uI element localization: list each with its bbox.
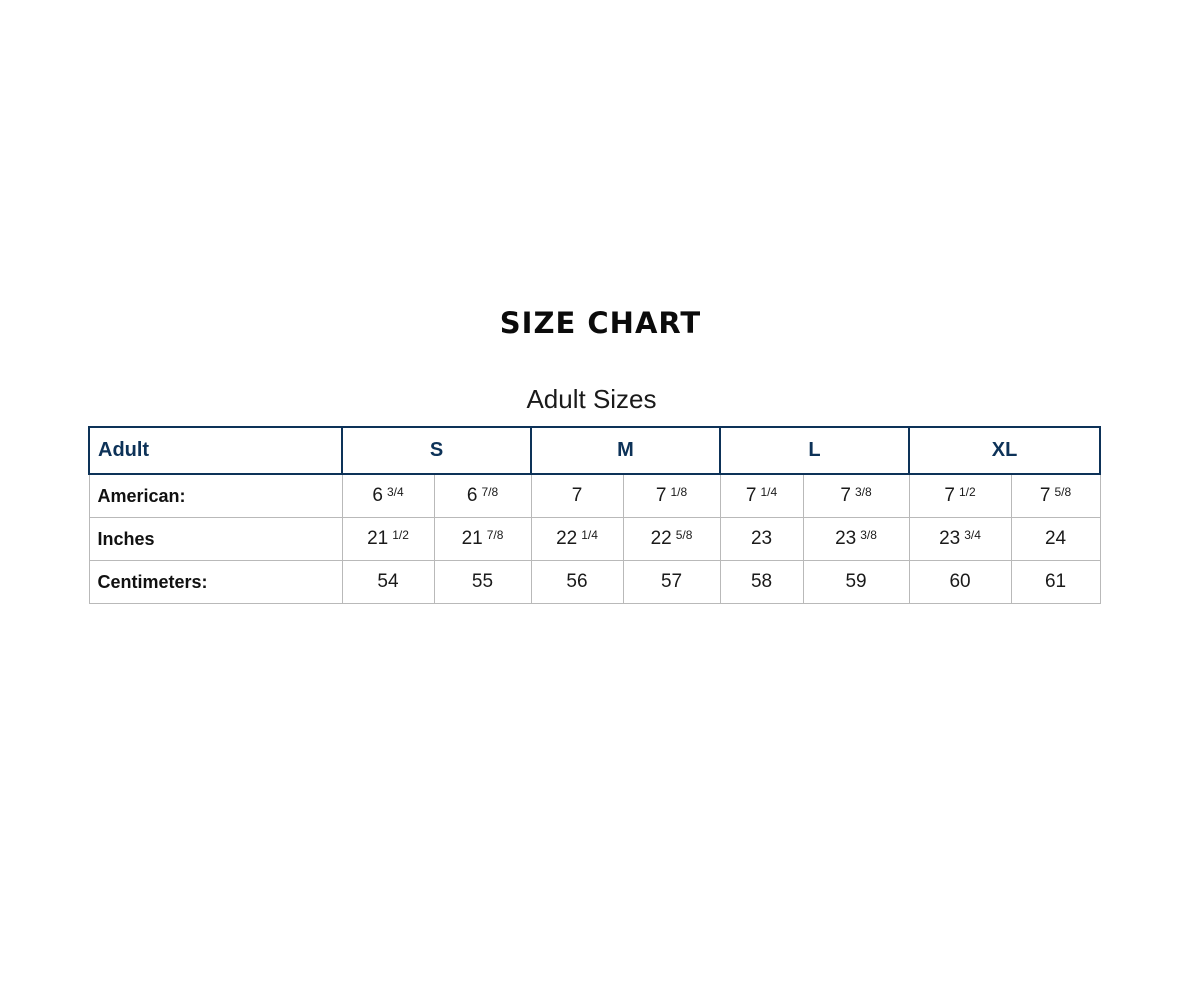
size-cell	[623, 474, 720, 518]
size-cell	[434, 474, 531, 518]
size-cell	[803, 561, 909, 604]
size-fraction: 3/4	[964, 528, 981, 542]
size-whole: 7	[1039, 485, 1051, 506]
size-whole: 55	[471, 571, 494, 592]
size-cell	[803, 518, 909, 561]
size-whole: 22	[556, 528, 578, 549]
size-group-header: M	[531, 427, 720, 474]
section-title-text: Adult Sizes	[526, 384, 657, 414]
size-whole: 7	[655, 485, 667, 506]
size-cell	[342, 474, 434, 518]
size-fraction: 1/4	[760, 485, 778, 499]
size-cell	[434, 518, 531, 561]
header-row	[89, 427, 1100, 474]
size-whole: 21	[461, 528, 483, 549]
size-whole: 6	[372, 485, 383, 506]
size-whole: 61	[1044, 571, 1067, 592]
size-fraction: 1/2	[392, 528, 409, 542]
size-whole: 54	[377, 571, 399, 592]
size-fraction: 1/2	[958, 485, 976, 499]
section-title	[0, 384, 1201, 415]
size-whole: 23	[835, 528, 857, 549]
table-body	[89, 474, 1100, 604]
table-row	[89, 518, 1100, 561]
size-cell	[342, 518, 434, 561]
size-fraction: 7/8	[486, 528, 504, 542]
size-whole: 22	[650, 528, 672, 549]
size-cell	[720, 561, 803, 604]
size-cell	[720, 474, 803, 518]
row-label: Inches	[89, 518, 342, 561]
size-whole: 60	[949, 571, 971, 592]
size-cell	[531, 474, 623, 518]
size-whole: 24	[1044, 528, 1067, 549]
size-whole: 23	[750, 528, 773, 549]
size-fraction: 3/4	[386, 485, 404, 499]
size-whole: 57	[660, 571, 683, 592]
size-table	[88, 426, 1101, 604]
table-row	[89, 474, 1100, 518]
size-group-header: S	[342, 427, 531, 474]
size-whole: 59	[845, 571, 867, 592]
size-fraction: 3/8	[860, 528, 877, 542]
size-whole: 7	[571, 485, 583, 506]
size-fraction: 5/8	[1054, 485, 1072, 499]
size-cell	[720, 518, 803, 561]
size-fraction: 3/8	[854, 485, 872, 499]
size-whole: 7	[944, 485, 955, 506]
size-fraction: 1/4	[581, 528, 598, 542]
size-cell	[342, 561, 434, 604]
size-whole: 21	[367, 528, 389, 549]
size-cell	[909, 474, 1011, 518]
size-fraction: 7/8	[481, 485, 499, 499]
size-cell	[531, 518, 623, 561]
size-cell	[1011, 474, 1100, 518]
size-whole: 56	[566, 571, 588, 592]
size-cell	[909, 561, 1011, 604]
size-group-header: L	[720, 427, 909, 474]
size-fraction: 5/8	[675, 528, 693, 542]
size-cell	[803, 474, 909, 518]
size-cell	[531, 561, 623, 604]
size-whole: 6	[466, 485, 478, 506]
corner-header: Adult	[89, 427, 342, 474]
size-whole: 58	[750, 571, 773, 592]
size-cell	[623, 561, 720, 604]
size-cell	[623, 518, 720, 561]
size-group-header: XL	[909, 427, 1100, 474]
size-cell	[909, 518, 1011, 561]
table-row	[89, 561, 1100, 604]
size-cell	[1011, 518, 1100, 561]
size-whole: 7	[745, 485, 757, 506]
size-cell	[434, 561, 531, 604]
size-whole: 23	[939, 528, 961, 549]
size-cell	[1011, 561, 1100, 604]
page-title: SIZE CHART	[499, 306, 702, 340]
size-whole: 7	[840, 485, 851, 506]
row-label: Centimeters:	[89, 561, 342, 604]
size-fraction: 1/8	[670, 485, 688, 499]
row-label: American:	[89, 474, 342, 518]
